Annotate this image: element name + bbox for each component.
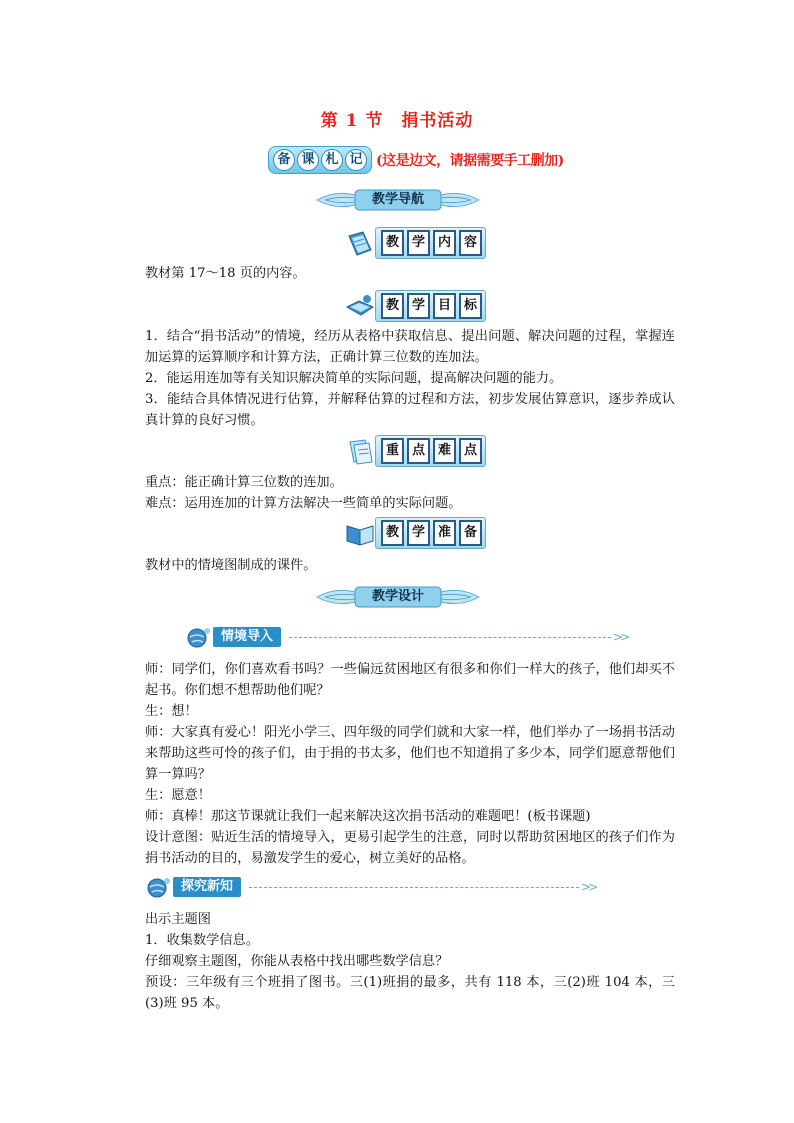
heading-tile: 内	[433, 230, 456, 256]
subheading-keypoints	[345, 436, 486, 466]
content-text: 教材第 17～18 页的内容。	[145, 266, 306, 281]
heading-tile: 点	[407, 438, 430, 464]
banner-label: 教学导航	[371, 192, 424, 207]
subheading-content	[345, 228, 486, 258]
dialogue-para: 师：大家真有爱心！阳光小学三、四年级的同学们就和大家一样，他们举办了一场捐书活动来帮助这些可怜的孩子们，由于捐的书太多，他们也不知道捐了多少本，同学们愿意帮他们算一算吗？	[145, 725, 675, 782]
banner-teaching-guide	[315, 187, 481, 213]
keypoint-item: 难点：运用连加的计算方法解决一些简单的实际问题。	[145, 496, 462, 511]
subheading-prep	[345, 518, 486, 548]
dashed-divider	[249, 887, 579, 888]
heading-tile: 标	[459, 293, 482, 319]
badge-char: 备	[273, 149, 295, 171]
dialogue-para: 师：同学们，你们喜欢看书吗？一些偏远贫困地区有很多和你们一样大的孩子，他们却买不起书。你们想不想帮助他们呢？	[145, 662, 675, 698]
heading-tile: 难	[433, 438, 456, 464]
explore-para: 出示主题图	[145, 912, 211, 927]
margin-note: (这是边文，请据需要手工删加)	[376, 153, 564, 169]
banner-teaching-design	[315, 584, 481, 610]
globe-icon	[185, 625, 213, 649]
goal-item: 1．结合“捐书活动”的情境，经历从表格中获取信息、提出问题、解决问题的过程，掌握连加运算的运算顺序和计算方法，正确计算三位数的连加法。	[145, 329, 675, 365]
explore-para: 仔细观察主题图，你能从表格中找出哪些数学信息？	[145, 954, 449, 969]
heading-tile: 教	[381, 293, 404, 319]
dashed-divider	[289, 637, 611, 638]
section-heading-explore	[145, 874, 595, 900]
keypoint-item: 重点：能正确计算三位数的连加。	[145, 475, 343, 490]
badge-char: 记	[345, 149, 367, 171]
goal-item: 3．能结合具体情况进行估算，并解释估算的过程和方法，初步发展估算意识，逐步养成认真计算的良好习惯。	[145, 392, 675, 428]
banner-label: 教学设计	[371, 589, 424, 604]
heading-tile: 准	[433, 520, 456, 546]
heading-tile: 学	[407, 293, 430, 319]
double-arrow-icon: >>	[581, 880, 596, 894]
explore-para: 预设：三年级有三个班捐了图书。三(1)班捐的最多，共有 118 本，三(2)班 104 本，三(3)班 95 本。	[145, 975, 675, 1011]
dialogue-para: 生：愿意！	[145, 788, 211, 803]
dialogue-para: 生：想！	[145, 704, 198, 719]
heading-tile: 容	[459, 230, 482, 256]
heading-tile: 备	[459, 520, 482, 546]
page-title: 第 1 节 捐书活动	[320, 111, 474, 131]
heading-tile: 教	[381, 520, 404, 546]
goal-item: 2．能运用连加等有关知识解决简单的实际问题，提高解决问题的能力。	[145, 371, 563, 386]
papers-icon	[345, 436, 375, 466]
books-icon	[345, 291, 375, 321]
open-book-icon	[345, 518, 375, 548]
section-heading-intro	[185, 624, 627, 650]
explore-para: 1．收集数学信息。	[145, 933, 259, 948]
book-icon	[345, 228, 375, 258]
prep-notes-row	[268, 146, 564, 174]
badge-char: 课	[297, 149, 319, 171]
double-arrow-icon: >>	[613, 630, 628, 644]
section-label: 情境导入	[213, 627, 281, 647]
heading-tile: 学	[407, 520, 430, 546]
section-label: 探究新知	[173, 877, 241, 897]
subheading-goals	[345, 291, 486, 321]
heading-tile: 目	[433, 293, 456, 319]
heading-tile: 学	[407, 230, 430, 256]
prep-notes-badge	[268, 146, 372, 174]
heading-tile: 教	[381, 230, 404, 256]
design-intent-para: 设计意图：贴近生活的情境导入，更易引起学生的注意，同时以帮助贫困地区的孩子们作为捐书活动的目的，易激发学生的爱心，树立美好的品格。	[145, 830, 675, 866]
prep-text: 教材中的情境图制成的课件。	[145, 558, 317, 573]
dialogue-para: 师：真棒！那这节课就让我们一起来解决这次捐书活动的难题吧！(板书课题)	[145, 809, 591, 824]
heading-tile: 重	[381, 438, 404, 464]
badge-char: 札	[321, 149, 343, 171]
globe-icon	[145, 875, 173, 899]
heading-tile: 点	[459, 438, 482, 464]
